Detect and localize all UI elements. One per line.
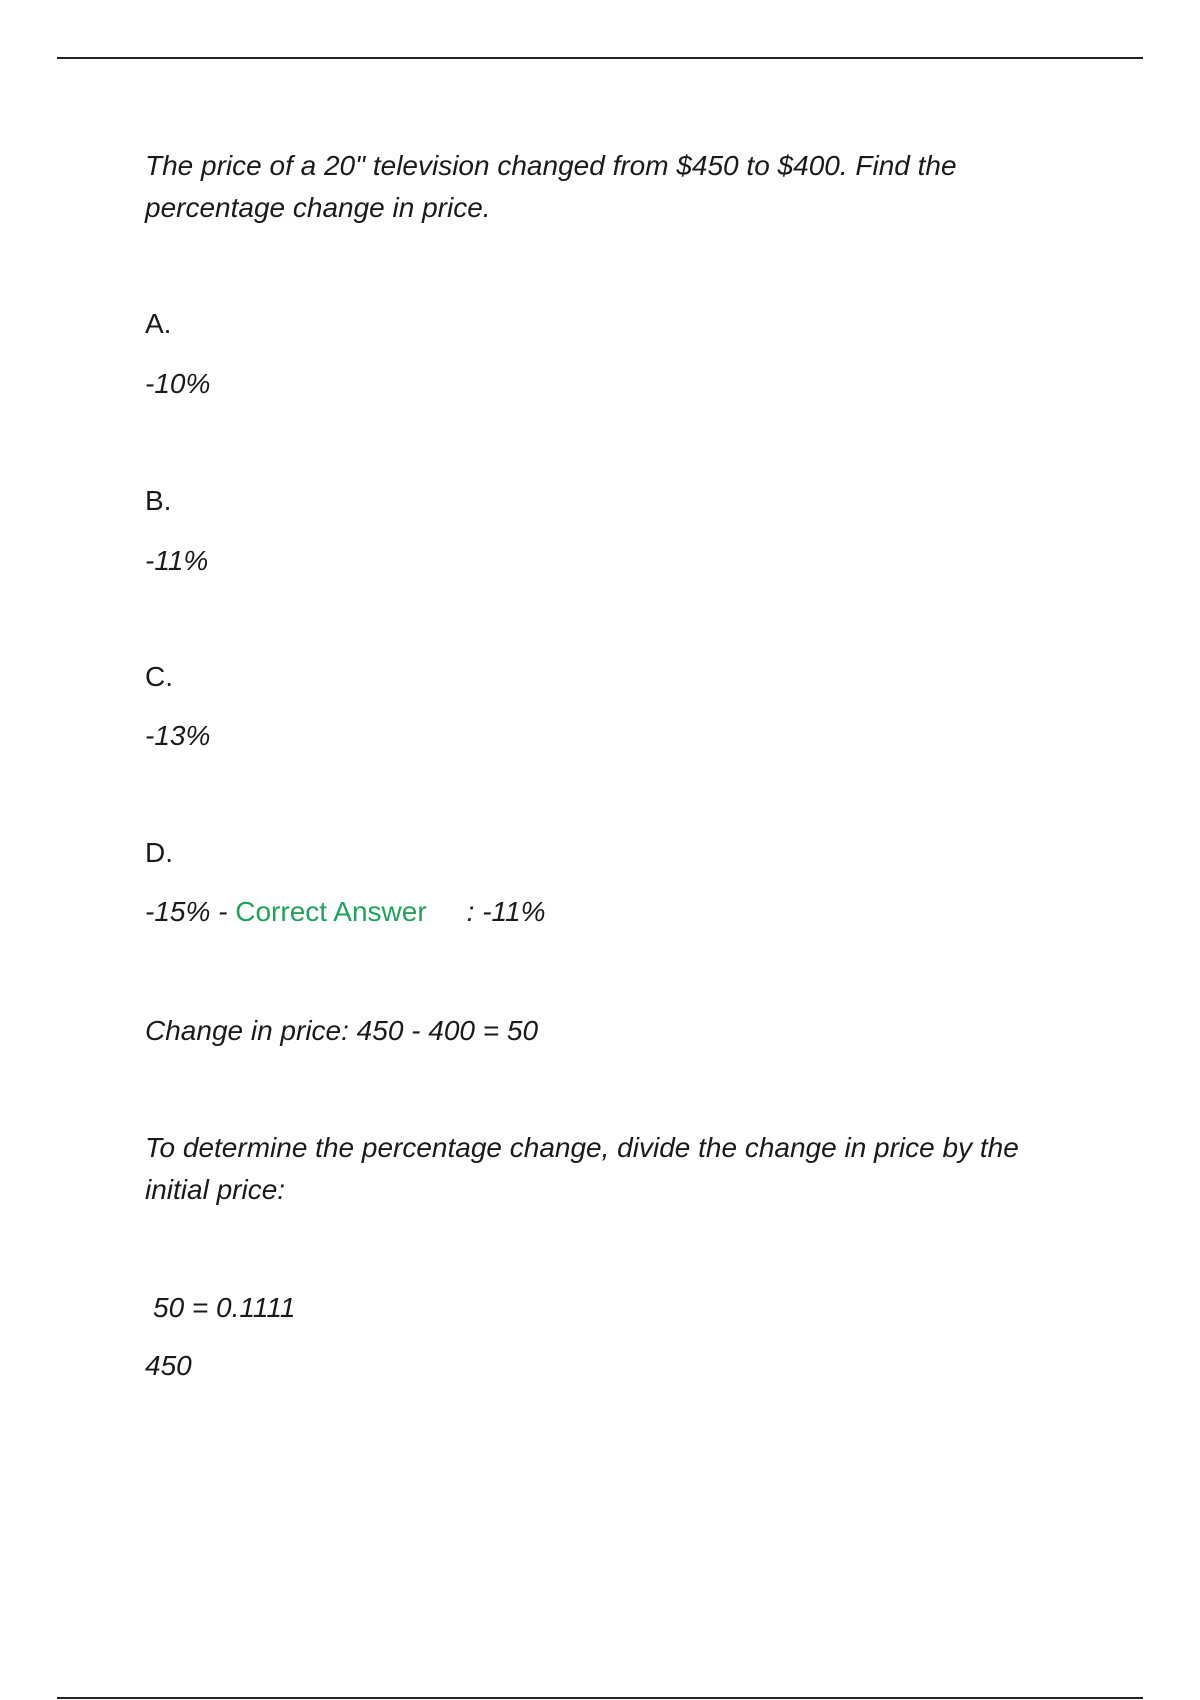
- fraction-denominator: 450: [145, 1350, 192, 1381]
- option-b-value: -11%: [145, 545, 209, 576]
- option-b-letter: B.: [145, 485, 172, 516]
- option-d-letter: D.: [145, 837, 173, 868]
- option-d-value: -15%: [145, 896, 211, 927]
- question-text: The price of a 20" television changed from $450 to $400. Find the percentage change in price.: [145, 150, 957, 223]
- correct-answer-label: Correct Answer: [235, 896, 427, 927]
- option-a-value: -10%: [145, 368, 211, 399]
- option-c-letter: C.: [145, 661, 173, 692]
- instruction-text: To determine the percentage change, divide the change in price by the initial price:: [145, 1132, 1019, 1205]
- bottom-rule: [57, 1697, 1143, 1699]
- correct-answer-value: : -11%: [466, 896, 546, 927]
- option-c-value: -13%: [145, 720, 211, 751]
- answer-separator: -: [210, 896, 236, 927]
- option-d-answer-line: [145, 891, 546, 933]
- change-in-price-line: Change in price: 450 - 400 = 50: [145, 1015, 539, 1046]
- fraction-numerator-line: 50 = 0.1111: [153, 1292, 296, 1323]
- top-rule: [57, 57, 1143, 59]
- option-a-letter: A.: [145, 308, 172, 339]
